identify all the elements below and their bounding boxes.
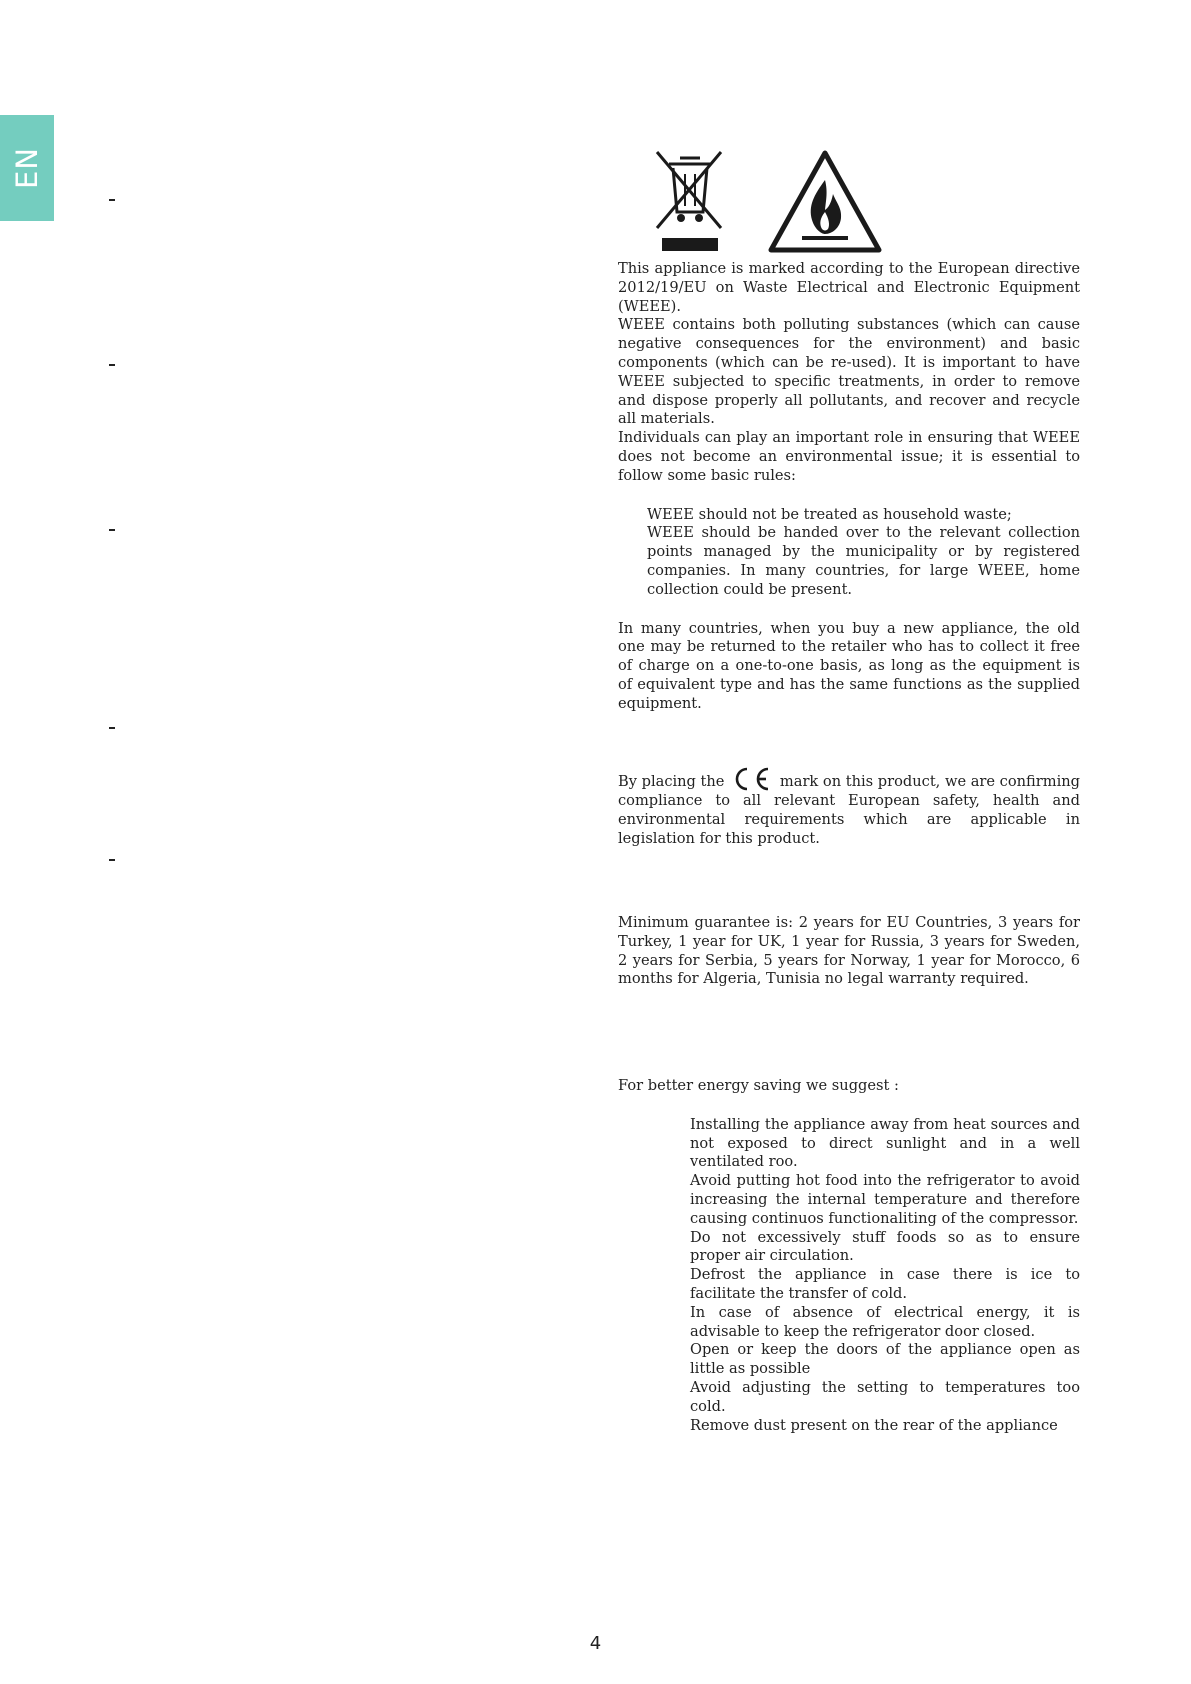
list-item: Do not excessively stuff foods so as to ensure proper air circulation. [690,1228,1080,1265]
weee-paragraph: In many countries, when you buy a new appliance, the old one may be returned to the retailer who has to collect it free of charge on a one-to-one basis, as long as the equipment is of equivalent type and has the same functions as the supplied equipment. [618,619,1080,712]
weee-paragraph: Individuals can play an important role in ensuring that WEEE does not become an environmental issue; it is essential to follow some basic rules: [618,429,1080,484]
bullet-dash [109,199,115,201]
ce-section [618,766,1080,848]
guarantee-section [618,914,1080,989]
list-item: Remove dust present on the rear of the appliance [690,1416,1058,1434]
weee-paragraph: WEEE contains both polluting substances (which can cause negative consequences for the environment) and basic components (which can be re-used). It is important to have WEEE subjected to specific treatments, in order to remove and dispose properly all pollutants, and recover and recycle all materials. [618,316,1080,428]
list-item: WEEE should be handed over to the relevant collection points managed by the municipality or by registered companies. In many countries, for large WEEE, home collection could be present. [647,524,1080,598]
bullet-dash [109,727,115,729]
ce-first-line [618,766,1080,792]
language-tab [0,115,54,221]
ce-text-after: mark on this product, we are confirming [779,773,1080,791]
energy-tips-list [618,1116,1080,1436]
bullet-dash [109,529,115,531]
list-item: Avoid putting hot food into the refrigerator to avoid increasing the internal temperature and therefore causing continuos functionaliting of the compressor. [690,1172,1080,1227]
language-tab-label: EN [10,146,44,190]
weee-bin-icon [655,150,725,254]
weee-rules-list [618,506,1080,600]
ce-text-rest: compliance to all relevant European safety, health and environmental requirements which are applicable in legislation for this product. [618,792,1080,847]
list-item: WEEE should not be treated as household waste; [647,505,1012,523]
guarantee-text: Minimum guarantee is: 2 years for EU Countries, 3 years for Turkey, 1 year for UK, 1 year for Russia, 3 years for Sweden, 2 years for Serbia, 5 years for Norway, 1 year for Morocco, 6 months for Algeria, Tunisia no legal warranty required. [618,914,1080,988]
energy-intro: For better energy saving we suggest : [618,1077,899,1094]
weee-section [618,260,1080,714]
bullet-dash [109,859,115,861]
warning-icons [655,148,885,256]
ce-mark-icon [732,766,772,792]
list-item: Avoid adjusting the setting to temperatures too cold. [690,1378,1080,1415]
list-item: Open or keep the doors of the appliance open as little as possible [690,1341,1080,1378]
list-item: Installing the appliance away from heat sources and not exposed to direct sunlight and in a well ventilated roo. [690,1115,1080,1171]
list-item: In case of absence of electrical energy, it is advisable to keep the refrigerator door closed. [690,1303,1080,1340]
page-number: 4 [589,1633,602,1654]
list-item: Defrost the appliance in case there is ice to facilitate the transfer of cold. [690,1266,1080,1302]
weee-intro: This appliance is marked according to the European directive 2012/19/EU on Waste Electrical and Electronic Equipment (WEEE). [618,260,1080,315]
energy-section [618,1077,1080,1435]
flammable-warning-icon [768,150,882,254]
bullet-dash [109,364,115,366]
ce-text-before: By placing the [618,773,725,791]
